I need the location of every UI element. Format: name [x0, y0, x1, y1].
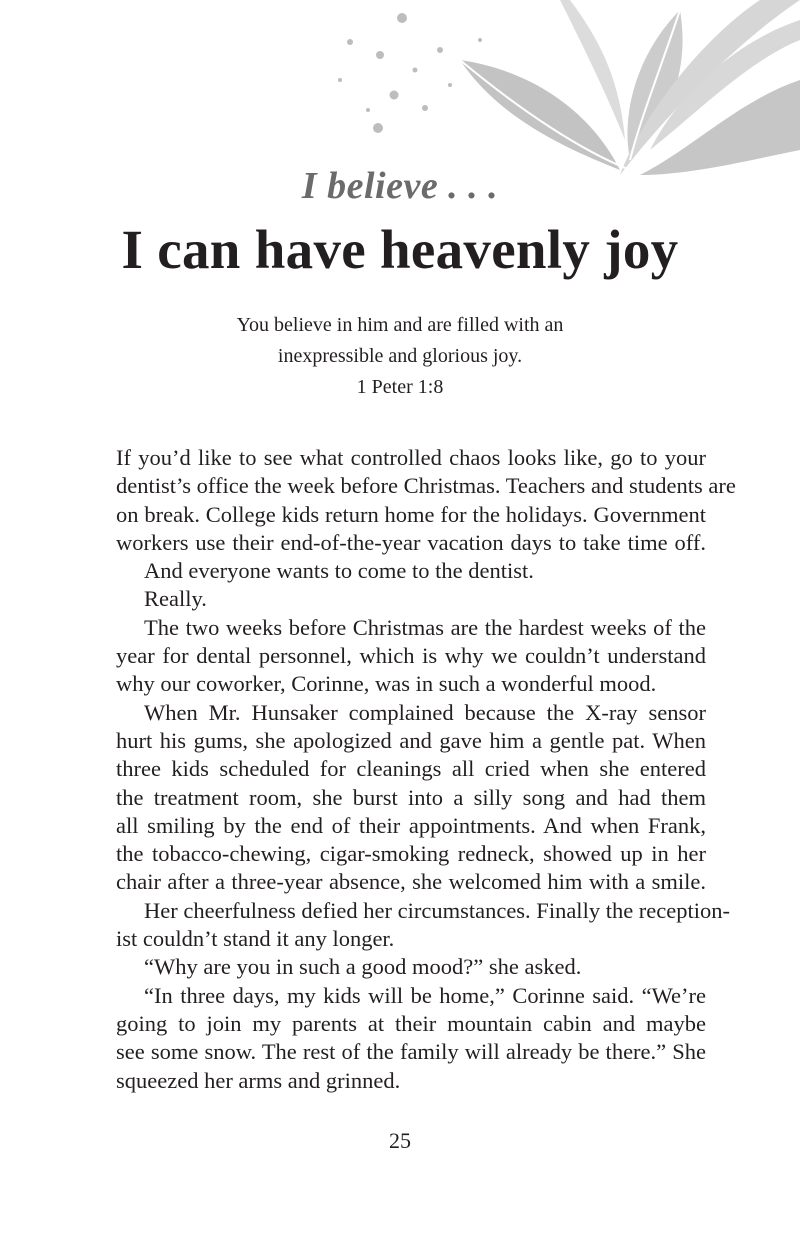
text-line: hurt his gums, she apologized and gave him a gentle pat. When	[116, 727, 706, 753]
text-line: the treatment room, she burst into a silly song and had them	[116, 784, 706, 810]
page-title: I can have heavenly joy	[121, 219, 679, 280]
text-line: ist couldn’t stand it any longer.	[116, 926, 395, 952]
verse-line: inexpressible and glorious joy.	[277, 345, 523, 367]
verse-line: You believe in him and are filled with an	[236, 314, 564, 336]
body-text	[116, 444, 736, 1095]
text-line: Her cheerfulness defied her circumstances. Finally the reception-	[144, 897, 730, 923]
text-line: why our coworker, Corinne, was in such a wonderful mood.	[116, 671, 657, 697]
text-line: Really.	[144, 586, 207, 612]
text-line: The two weeks before Christmas are the hardest weeks of the	[144, 614, 706, 640]
text-line: If you’d like to see what controlled chaos looks like, go to your	[116, 445, 706, 470]
text-line: chair after a three-year absence, she welcomed him with a smile.	[116, 869, 706, 895]
scripture-quote	[0, 310, 800, 403]
text-line: When Mr. Hunsaker complained because the X-ray sensor	[144, 699, 706, 725]
text-line: “Why are you in such a good mood?” she asked.	[144, 954, 582, 980]
text-line: see some snow. The rest of the family will already be there.” She	[116, 1039, 706, 1065]
text-line: going to join my parents at their mountain cabin and maybe	[116, 1010, 706, 1036]
text-line: the tobacco-chewing, cigar-smoking redneck, showed up in her	[116, 841, 706, 867]
text-line: year for dental personnel, which is why we couldn’t understand	[116, 643, 706, 669]
heading-intro: I believe . . .	[301, 165, 499, 207]
text-line: And everyone wants to come to the dentist.	[144, 558, 534, 584]
text-line: three kids scheduled for cleanings all cried when she entered	[116, 756, 706, 782]
text-line: squeezed her arms and grinned.	[116, 1067, 401, 1093]
text-line: all smiling by the end of their appointments. And when Frank,	[116, 812, 706, 838]
text-line: “In three days, my kids will be home,” Corinne said. “We’re	[144, 982, 706, 1008]
verse-reference: 1 Peter 1:8	[356, 376, 444, 398]
text-line: workers use their end-of-the-year vacation days to take time off.	[116, 529, 706, 555]
page-number: 25	[389, 1128, 411, 1153]
text-line: dentist’s office the week before Christmas. Teachers and students are	[116, 473, 736, 499]
text-line: on break. College kids return home for the holidays. Government	[116, 501, 706, 527]
